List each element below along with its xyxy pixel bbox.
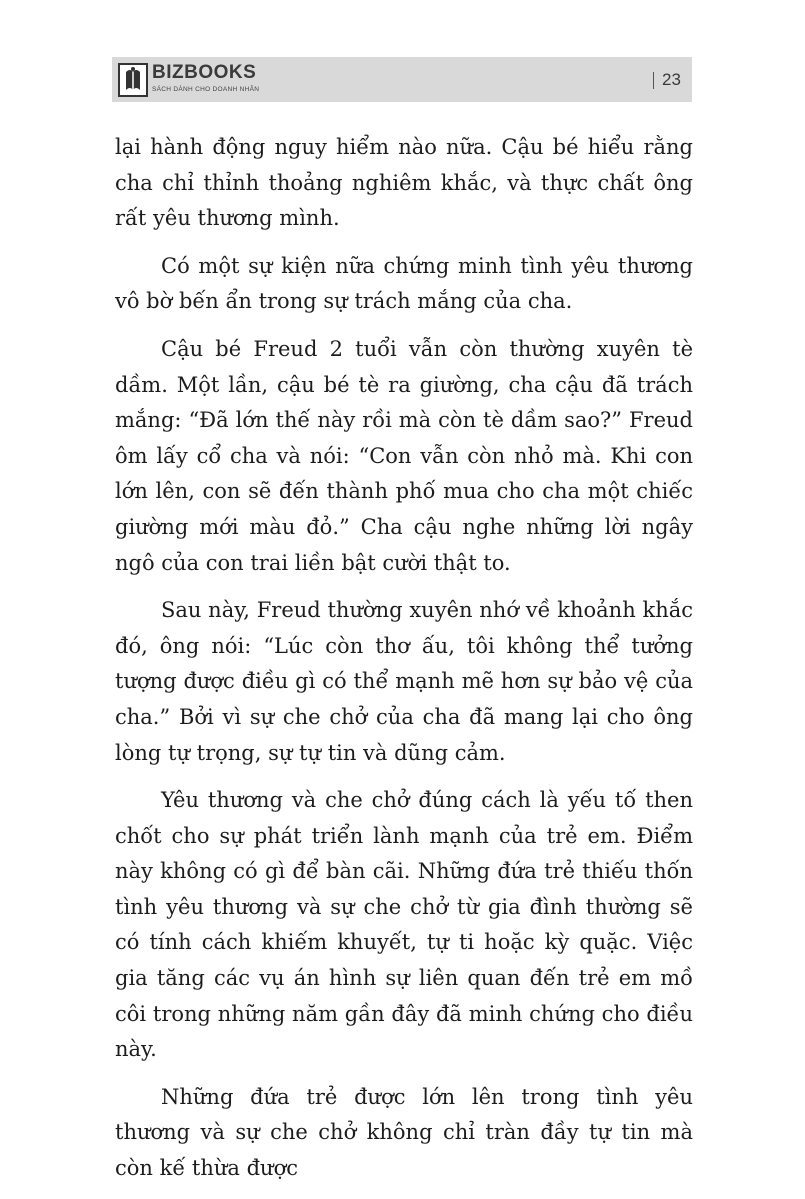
- paragraph-5: Yêu thương và che chở đúng cách là yếu tố then chốt cho sự phát triển lành mạnh của trẻ em. Điểm này không có gì để bàn cãi. Những đứa trẻ thiếu thốn tình yêu thương và sự che chở từ gia đình thường sẽ có tính cách khiếm khuyết, tự ti hoặc kỳ quặc. Việc gia tăng các vụ án hình sự liên quan đến trẻ em mồ côi trong những năm gần đây đã minh chứng cho điều này.: [115, 788, 693, 1062]
- paragraph-3: Cậu bé Freud 2 tuổi vẫn còn thường xuyên tè dầm. Một lần, cậu bé tè ra giường, cha cậu đã trách mắng: “Đã lớn thế này rồi mà còn tè dầm sao?” Freud ôm lấy cổ cha và nói: “Con vẫn còn nhỏ mà. Khi con lớn lên, con sẽ đến thành phố mua cho cha một chiếc giường mới màu đỏ.” Cha cậu nghe những lời ngây ngô của con trai liền bật cười thật to.: [115, 336, 693, 575]
- page-body: [115, 130, 693, 1199]
- paragraph-6: Những đứa trẻ được lớn lên trong tình yêu thương và sự che chở không chỉ tràn đầy tự tin mà còn kế thừa được: [115, 1084, 693, 1181]
- page-header: [112, 57, 692, 102]
- page-number: 23: [662, 70, 681, 89]
- brand-tagline: SÁCH DÀNH CHO DOANH NHÂN: [152, 86, 260, 93]
- page-number-divider: [653, 72, 654, 89]
- paragraph-2: Có một sự kiện nữa chứng minh tình yêu thương vô bờ bến ẩn trong sự trách mắng của cha.: [115, 253, 693, 314]
- paragraph-1: lại hành động nguy hiểm nào nữa. Cậu bé hiểu rằng cha chỉ thỉnh thoảng nghiêm khắc, và thực chất ông rất yêu thương mình.: [115, 135, 693, 231]
- brand-name: BIZBOOKS: [152, 62, 257, 83]
- paragraph-4: Sau này, Freud thường xuyên nhớ về khoảnh khắc đó, ông nói: “Lúc còn thơ ấu, tôi không thể tưởng tượng được điều gì có thể mạnh mẽ hơn sự bảo vệ của cha.” Bởi vì sự che chở của cha đã mang lại cho ông lòng tự trọng, sự tự tin và dũng cảm.: [115, 598, 693, 765]
- bizbooks-logo-icon: [118, 63, 148, 97]
